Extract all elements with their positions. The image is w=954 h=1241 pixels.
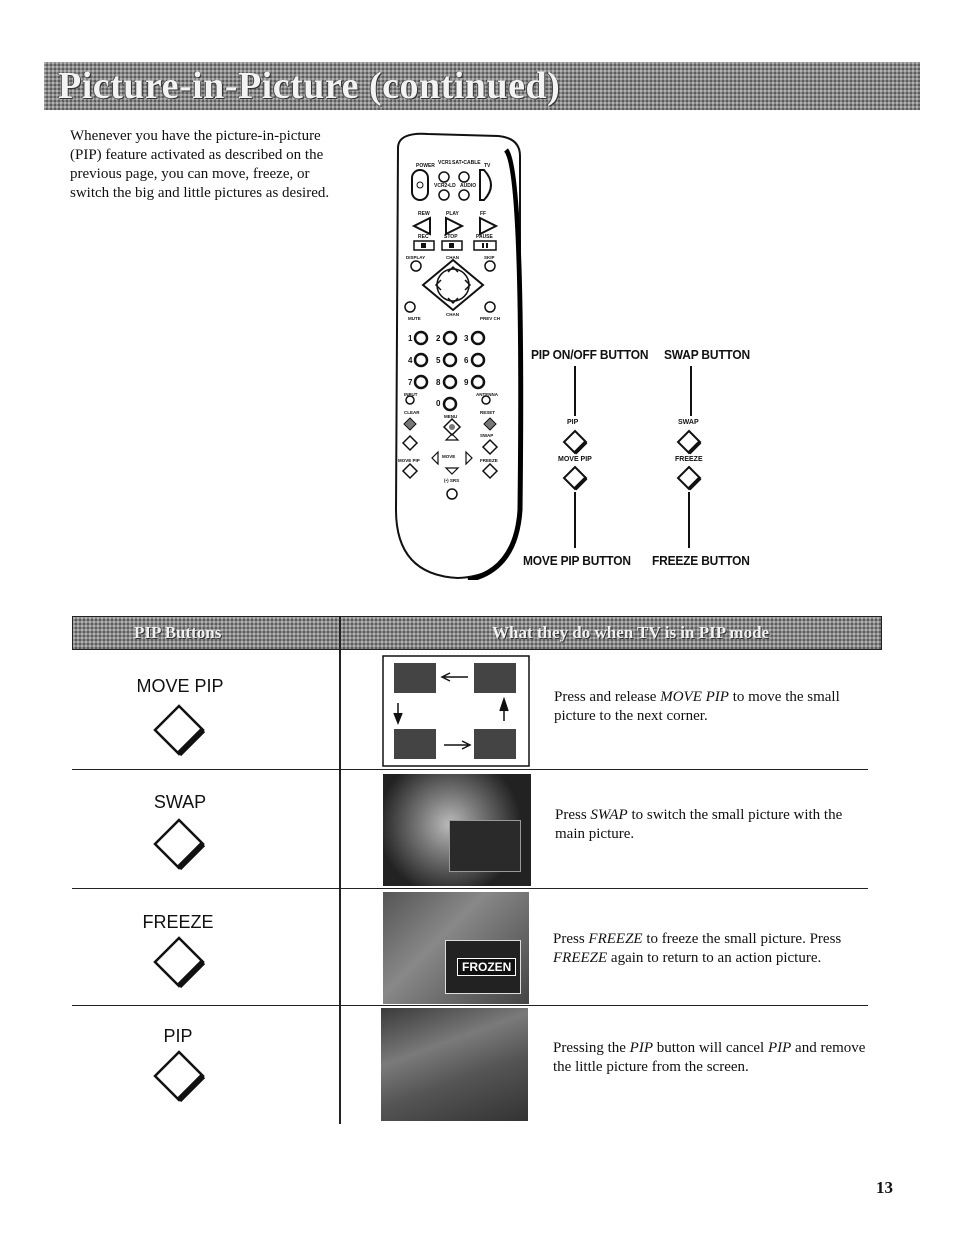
- row-label-swap: SWAP: [153, 792, 207, 812]
- row-desc-freeze: Press FREEZE to freeze the small picture. Press FREEZE again to return to an action picture.: [553, 931, 842, 966]
- pip-diamond-icon: [560, 428, 590, 458]
- row-desc-pip: Pressing the PIP button will cancel PIP and remove the little picture from the screen.: [553, 1040, 866, 1075]
- swap-example-image: [383, 774, 531, 886]
- remote-label-srs: (•) SRS: [444, 478, 460, 483]
- row-divider: [72, 1005, 868, 1006]
- remote-label-satcable: SAT•CABLE: [452, 160, 481, 166]
- table-header-right: What they do when TV is in PIP mode: [492, 623, 770, 642]
- remote-label-chan-up: CHAN: [446, 255, 459, 260]
- remote-control-illustration: [388, 130, 528, 580]
- row-label-move-pip: MOVE PIP: [136, 676, 224, 696]
- callout-line-movepip: [574, 492, 576, 548]
- remote-label-swap: SWAP: [480, 433, 494, 438]
- swap-diamond-icon: [674, 428, 704, 458]
- movepip-small-label: MOVE PIP: [558, 456, 592, 463]
- move-pip-callout: MOVE PIP BUTTON: [523, 553, 631, 568]
- callout-line-swap: [690, 366, 692, 416]
- digit-label-0: 0: [436, 399, 441, 408]
- freeze-small-label: FREEZE: [675, 456, 703, 463]
- remote-label-prevch: PREV CH: [480, 316, 501, 321]
- swap-row-diamond-icon: [151, 816, 211, 876]
- remote-label-display: DISPLAY: [406, 255, 426, 260]
- digit-label-3: 3: [464, 334, 469, 343]
- callout-line-pip: [574, 366, 576, 416]
- freeze-callout: FREEZE BUTTON: [652, 553, 750, 568]
- swap-callout: SWAP BUTTON: [664, 347, 750, 362]
- movepip-diamond-icon: [560, 464, 590, 494]
- digit-label-8: 8: [436, 378, 441, 387]
- move-pip-diagram: [382, 655, 530, 767]
- table-header-left: PIP Buttons: [134, 623, 222, 642]
- remote-label-menu: MENU: [444, 414, 458, 419]
- remote-label-audio: AUDIO: [460, 183, 477, 189]
- remote-label-freeze: FREEZE: [480, 458, 498, 463]
- remote-label-input: INPUT: [404, 392, 418, 397]
- page-number: 13: [876, 1178, 893, 1197]
- freeze-row-diamond-icon: [151, 934, 211, 994]
- row-label-pip: PIP: [163, 1026, 193, 1046]
- digit-label-4: 4: [408, 356, 413, 365]
- remote-label-tv: TV: [484, 163, 491, 169]
- remote-label-power: POWER: [416, 163, 435, 169]
- intro-paragraph: Whenever you have the picture-in-picture (PIP) feature activated as described on the previous page, you can move, freeze, or switch the big and little pictures as desired.: [70, 128, 330, 201]
- remote-label-chan-down: CHAN: [446, 312, 459, 317]
- digit-label-9: 9: [464, 378, 469, 387]
- digit-label-1: 1: [408, 334, 413, 343]
- pip-onoff-callout: PIP ON/OFF BUTTON: [531, 347, 649, 362]
- remote-label-ff: FF: [480, 211, 487, 217]
- remote-label-rew: REW: [418, 211, 430, 217]
- remote-label-vcr2ld: VCR2•LD: [434, 183, 456, 189]
- remote-label-vcr1: VCR1: [438, 160, 452, 166]
- pip-small-label: PIP: [567, 419, 579, 426]
- digit-label-2: 2: [436, 334, 441, 343]
- digit-label-7: 7: [408, 378, 413, 387]
- remote-label-pause: PAUSE: [476, 234, 493, 240]
- row-label-freeze: FREEZE: [142, 912, 214, 932]
- remote-label-antenna: ANTENNA: [476, 392, 498, 397]
- digit-label-6: 6: [464, 356, 469, 365]
- frozen-label: FROZEN: [457, 958, 516, 976]
- row-desc-move-pip: Press and release MOVE PIP to move the small picture to the next corner.: [554, 689, 840, 724]
- move-pip-diamond-icon: [151, 702, 211, 762]
- remote-label-skip: SKIP: [484, 255, 495, 260]
- remote-label-move: MOVE: [442, 454, 456, 459]
- row-divider: [72, 888, 868, 889]
- pip-example-image: [381, 1008, 528, 1121]
- remote-label-clear: CLEAR: [404, 410, 420, 415]
- remote-label-rec: REC: [418, 234, 429, 240]
- row-desc-swap: Press SWAP to switch the small picture with the main picture.: [555, 807, 843, 842]
- freeze-example-image: [383, 892, 529, 1004]
- remote-label-mute: MUTE: [408, 316, 421, 321]
- digit-label-5: 5: [436, 356, 441, 365]
- pip-row-diamond-icon: [151, 1048, 211, 1108]
- remote-label-stop: STOP: [444, 234, 458, 240]
- freeze-diamond-icon: [674, 464, 704, 494]
- page-title: Picture-in-Picture (continued): [58, 65, 561, 107]
- swap-small-label: SWAP: [678, 419, 699, 426]
- row-divider: [72, 769, 868, 770]
- remote-label-play: PLAY: [446, 211, 459, 217]
- table-column-divider: [339, 616, 341, 1124]
- callout-line-freeze: [688, 492, 690, 548]
- remote-label-reset: RESET: [480, 410, 496, 415]
- remote-label-movepip: MOVE PIP: [398, 458, 420, 463]
